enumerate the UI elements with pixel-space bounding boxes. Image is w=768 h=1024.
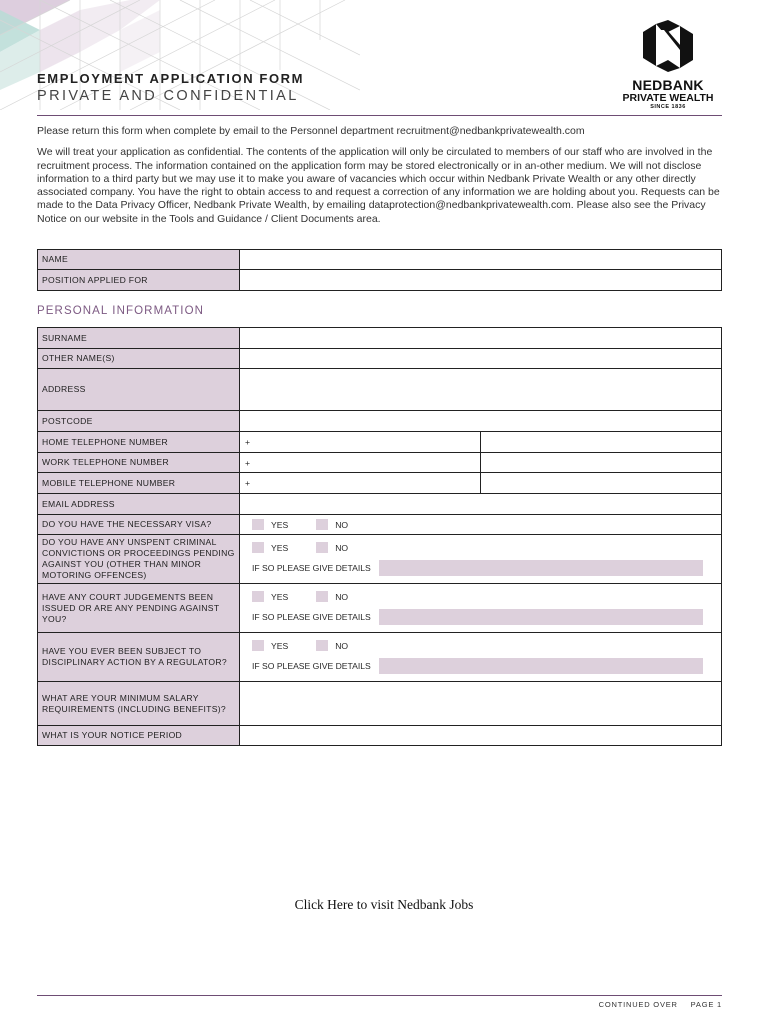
disciplinary-no-checkbox[interactable] [316, 640, 328, 651]
form-subtitle: PRIVATE AND CONFIDENTIAL [37, 88, 299, 104]
intro-paragraph-2: We will treat your application as confidential. The contents of the application will only be circulated to members of our staff who are involved in the recruitment process. The information contained on the application form may be stored electronically or in an-other medium. We will not disclose information to a third party but we may use it to make you aware of vacancies which occur within Nedbank Private Wealth or any other directly associated company. You have the right to obtain access to and request a correction of any information we are holding about you. Requests can be made to the Data Privacy Officer, Nedbank Private Wealth, by emailing dataprotection@nedbankprivatewealth.com. Please also see the Privacy Notice on our website in the Tools and Guidance / Client Documents area. [37, 146, 720, 225]
intro-text [37, 125, 723, 226]
form-title: EMPLOYMENT APPLICATION FORM [37, 71, 305, 86]
position-label: POSITION APPLIED FOR [38, 270, 240, 291]
position-field[interactable] [240, 270, 722, 291]
title-block [37, 71, 304, 104]
criminal-yes-checkbox[interactable] [252, 542, 264, 553]
email-label: EMAIL ADDRESS [38, 494, 240, 515]
logo-subtitle: PRIVATE WEALTH [622, 92, 714, 104]
mobile-phone-code-field[interactable]: + [240, 473, 481, 494]
visa-no-checkbox[interactable] [316, 519, 328, 530]
disciplinary-yes-label: YES [271, 640, 289, 651]
nedbank-logo [612, 20, 724, 112]
visa-label: DO YOU HAVE THE NECESSARY VISA? [38, 515, 240, 535]
court-answer [240, 584, 722, 633]
personal-info-heading: PERSONAL INFORMATION [37, 305, 205, 317]
postcode-field[interactable] [240, 411, 722, 432]
visa-answer [240, 515, 722, 535]
court-yes-checkbox[interactable] [252, 591, 264, 602]
work-phone-field[interactable] [481, 453, 722, 473]
court-details-field[interactable] [379, 609, 703, 625]
name-field[interactable] [240, 250, 722, 270]
court-details-label: IF SO PLEASE GIVE DETAILS [252, 612, 371, 622]
address-field[interactable] [240, 369, 722, 411]
disciplinary-details-field[interactable] [379, 658, 703, 674]
court-yes-label: YES [271, 591, 289, 602]
criminal-answer [240, 535, 722, 584]
nedbank-jobs-link[interactable]: Click Here to visit Nedbank Jobs [294, 897, 474, 912]
salary-field[interactable] [240, 682, 722, 726]
mobile-phone-field[interactable] [481, 473, 722, 494]
postcode-label: POSTCODE [38, 411, 240, 432]
name-position-table [37, 249, 722, 291]
nedbank-n-icon [640, 20, 696, 72]
work-phone-label: WORK TELEPHONE NUMBER [38, 453, 240, 473]
surname-field[interactable] [240, 328, 722, 349]
email-field[interactable] [240, 494, 722, 515]
notice-label: WHAT IS YOUR NOTICE PERIOD [38, 726, 240, 746]
footer-divider [37, 995, 722, 996]
other-names-field[interactable] [240, 349, 722, 369]
court-no-checkbox[interactable] [316, 591, 328, 602]
disciplinary-label: HAVE YOU EVER BEEN SUBJECT TO DISCIPLINARY ACTION BY A REGULATOR? [38, 633, 240, 682]
header-divider [37, 115, 722, 116]
footer [599, 1000, 722, 1009]
home-phone-code-field[interactable]: + [240, 432, 481, 453]
logo-name: NEDBANK [632, 77, 704, 93]
page-number: PAGE 1 [690, 1000, 722, 1009]
disciplinary-answer [240, 633, 722, 682]
home-phone-label: HOME TELEPHONE NUMBER [38, 432, 240, 453]
logo-since: SINCE 1836 [650, 104, 686, 110]
intro-paragraph-1: Please return this form when complete by email to the Personnel department recruitment@nedbankprivatewealth.com [37, 125, 585, 137]
criminal-label: DO YOU HAVE ANY UNSPENT CRIMINAL CONVICTIONS OR PROCEEDINGS PENDING AGAINST YOU (OTHER THAN MINOR MOTORING OFFENCES) [38, 535, 240, 584]
personal-info-table [37, 327, 722, 746]
work-phone-code-field[interactable]: + [240, 453, 481, 473]
visa-no-label: NO [335, 519, 349, 530]
criminal-details-label: IF SO PLEASE GIVE DETAILS [252, 563, 371, 573]
name-label: NAME [38, 250, 240, 270]
salary-label: WHAT ARE YOUR MINIMUM SALARY REQUIREMENTS (INCLUDING BENEFITS)? [38, 682, 240, 726]
visa-yes-checkbox[interactable] [252, 519, 264, 530]
home-phone-field[interactable] [481, 432, 722, 453]
disciplinary-details-label: IF SO PLEASE GIVE DETAILS [252, 661, 371, 671]
mobile-phone-label: MOBILE TELEPHONE NUMBER [38, 473, 240, 494]
address-label: ADDRESS [38, 369, 240, 411]
continued-over-text: CONTINUED OVER [598, 1000, 678, 1009]
criminal-yes-label: YES [271, 542, 289, 553]
surname-label: SURNAME [38, 328, 240, 349]
disciplinary-no-label: NO [335, 640, 349, 651]
court-no-label: NO [335, 591, 349, 602]
court-label: HAVE ANY COURT JUDGEMENTS BEEN ISSUED OR ARE ANY PENDING AGAINST YOU? [38, 584, 240, 633]
criminal-no-label: NO [335, 542, 349, 553]
visa-yes-label: YES [271, 519, 289, 530]
other-names-label: OTHER NAME(S) [38, 349, 240, 369]
notice-field[interactable] [240, 726, 722, 746]
disciplinary-yes-checkbox[interactable] [252, 640, 264, 651]
criminal-details-field[interactable] [379, 560, 703, 576]
criminal-no-checkbox[interactable] [316, 542, 328, 553]
